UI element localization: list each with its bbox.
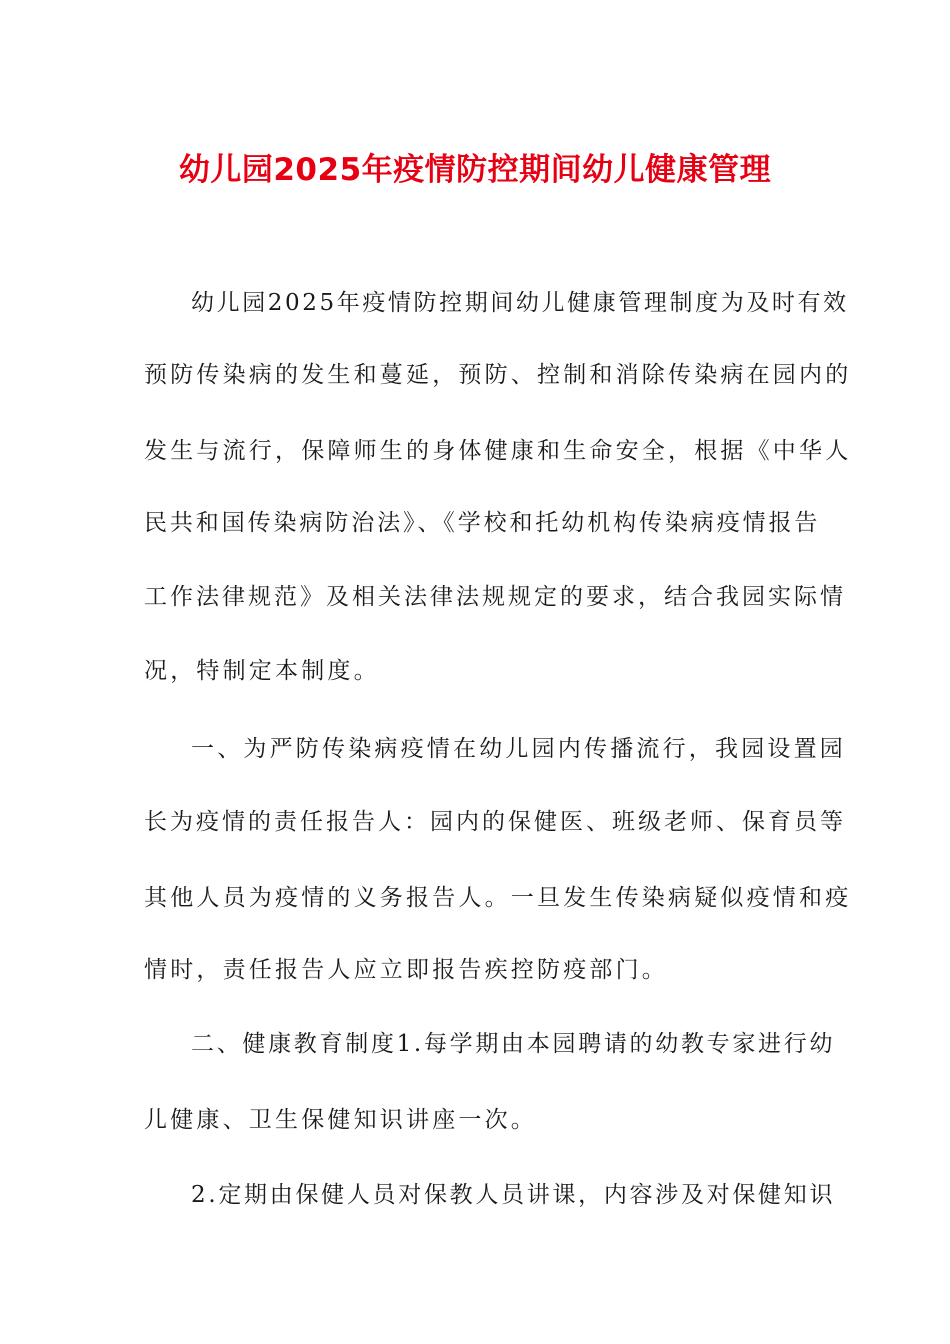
document-title: 幼儿园2025年疫情防控期间幼儿健康管理 bbox=[178, 152, 772, 188]
body-line: 况，特制定本制度。 bbox=[144, 658, 380, 684]
body-line: 民共和国传染病防治法》、《学校和托幼机构传染病疫情报告 bbox=[144, 510, 821, 536]
body-line: 二、健康教育制度1.每学期由本园聘请的幼教专家进行幼 bbox=[191, 1031, 836, 1057]
body-line: 发生与流行，保障师生的身体健康和生命安全，根据《中华人 bbox=[144, 438, 852, 464]
body-line: 一、为严防传染病疫情在幼儿园内传播流行，我园设置园 bbox=[191, 736, 846, 762]
body-line: 长为疫情的责任报告人：园内的保健医、班级老师、保育员等 bbox=[144, 809, 846, 835]
body-line: 2.定期由保健人员对保教人员讲课，内容涉及对保健知识 bbox=[191, 1182, 836, 1208]
body-line: 工作法律规范》及相关法律法规规定的要求，结合我园实际情 bbox=[144, 584, 846, 610]
body-line: 情时，责任报告人应立即报告疾控防疫部门。 bbox=[144, 957, 668, 983]
body-line: 幼儿园2025年疫情防控期间幼儿健康管理制度为及时有效 bbox=[191, 290, 849, 316]
body-line: 其他人员为疫情的义务报告人。一旦发生传染病疑似疫情和疫 bbox=[144, 885, 852, 911]
body-line: 儿健康、卫生保健知识讲座一次。 bbox=[144, 1107, 537, 1133]
body-line: 预防传染病的发生和蔓延，预防、控制和消除传染病在园内的 bbox=[144, 362, 852, 388]
